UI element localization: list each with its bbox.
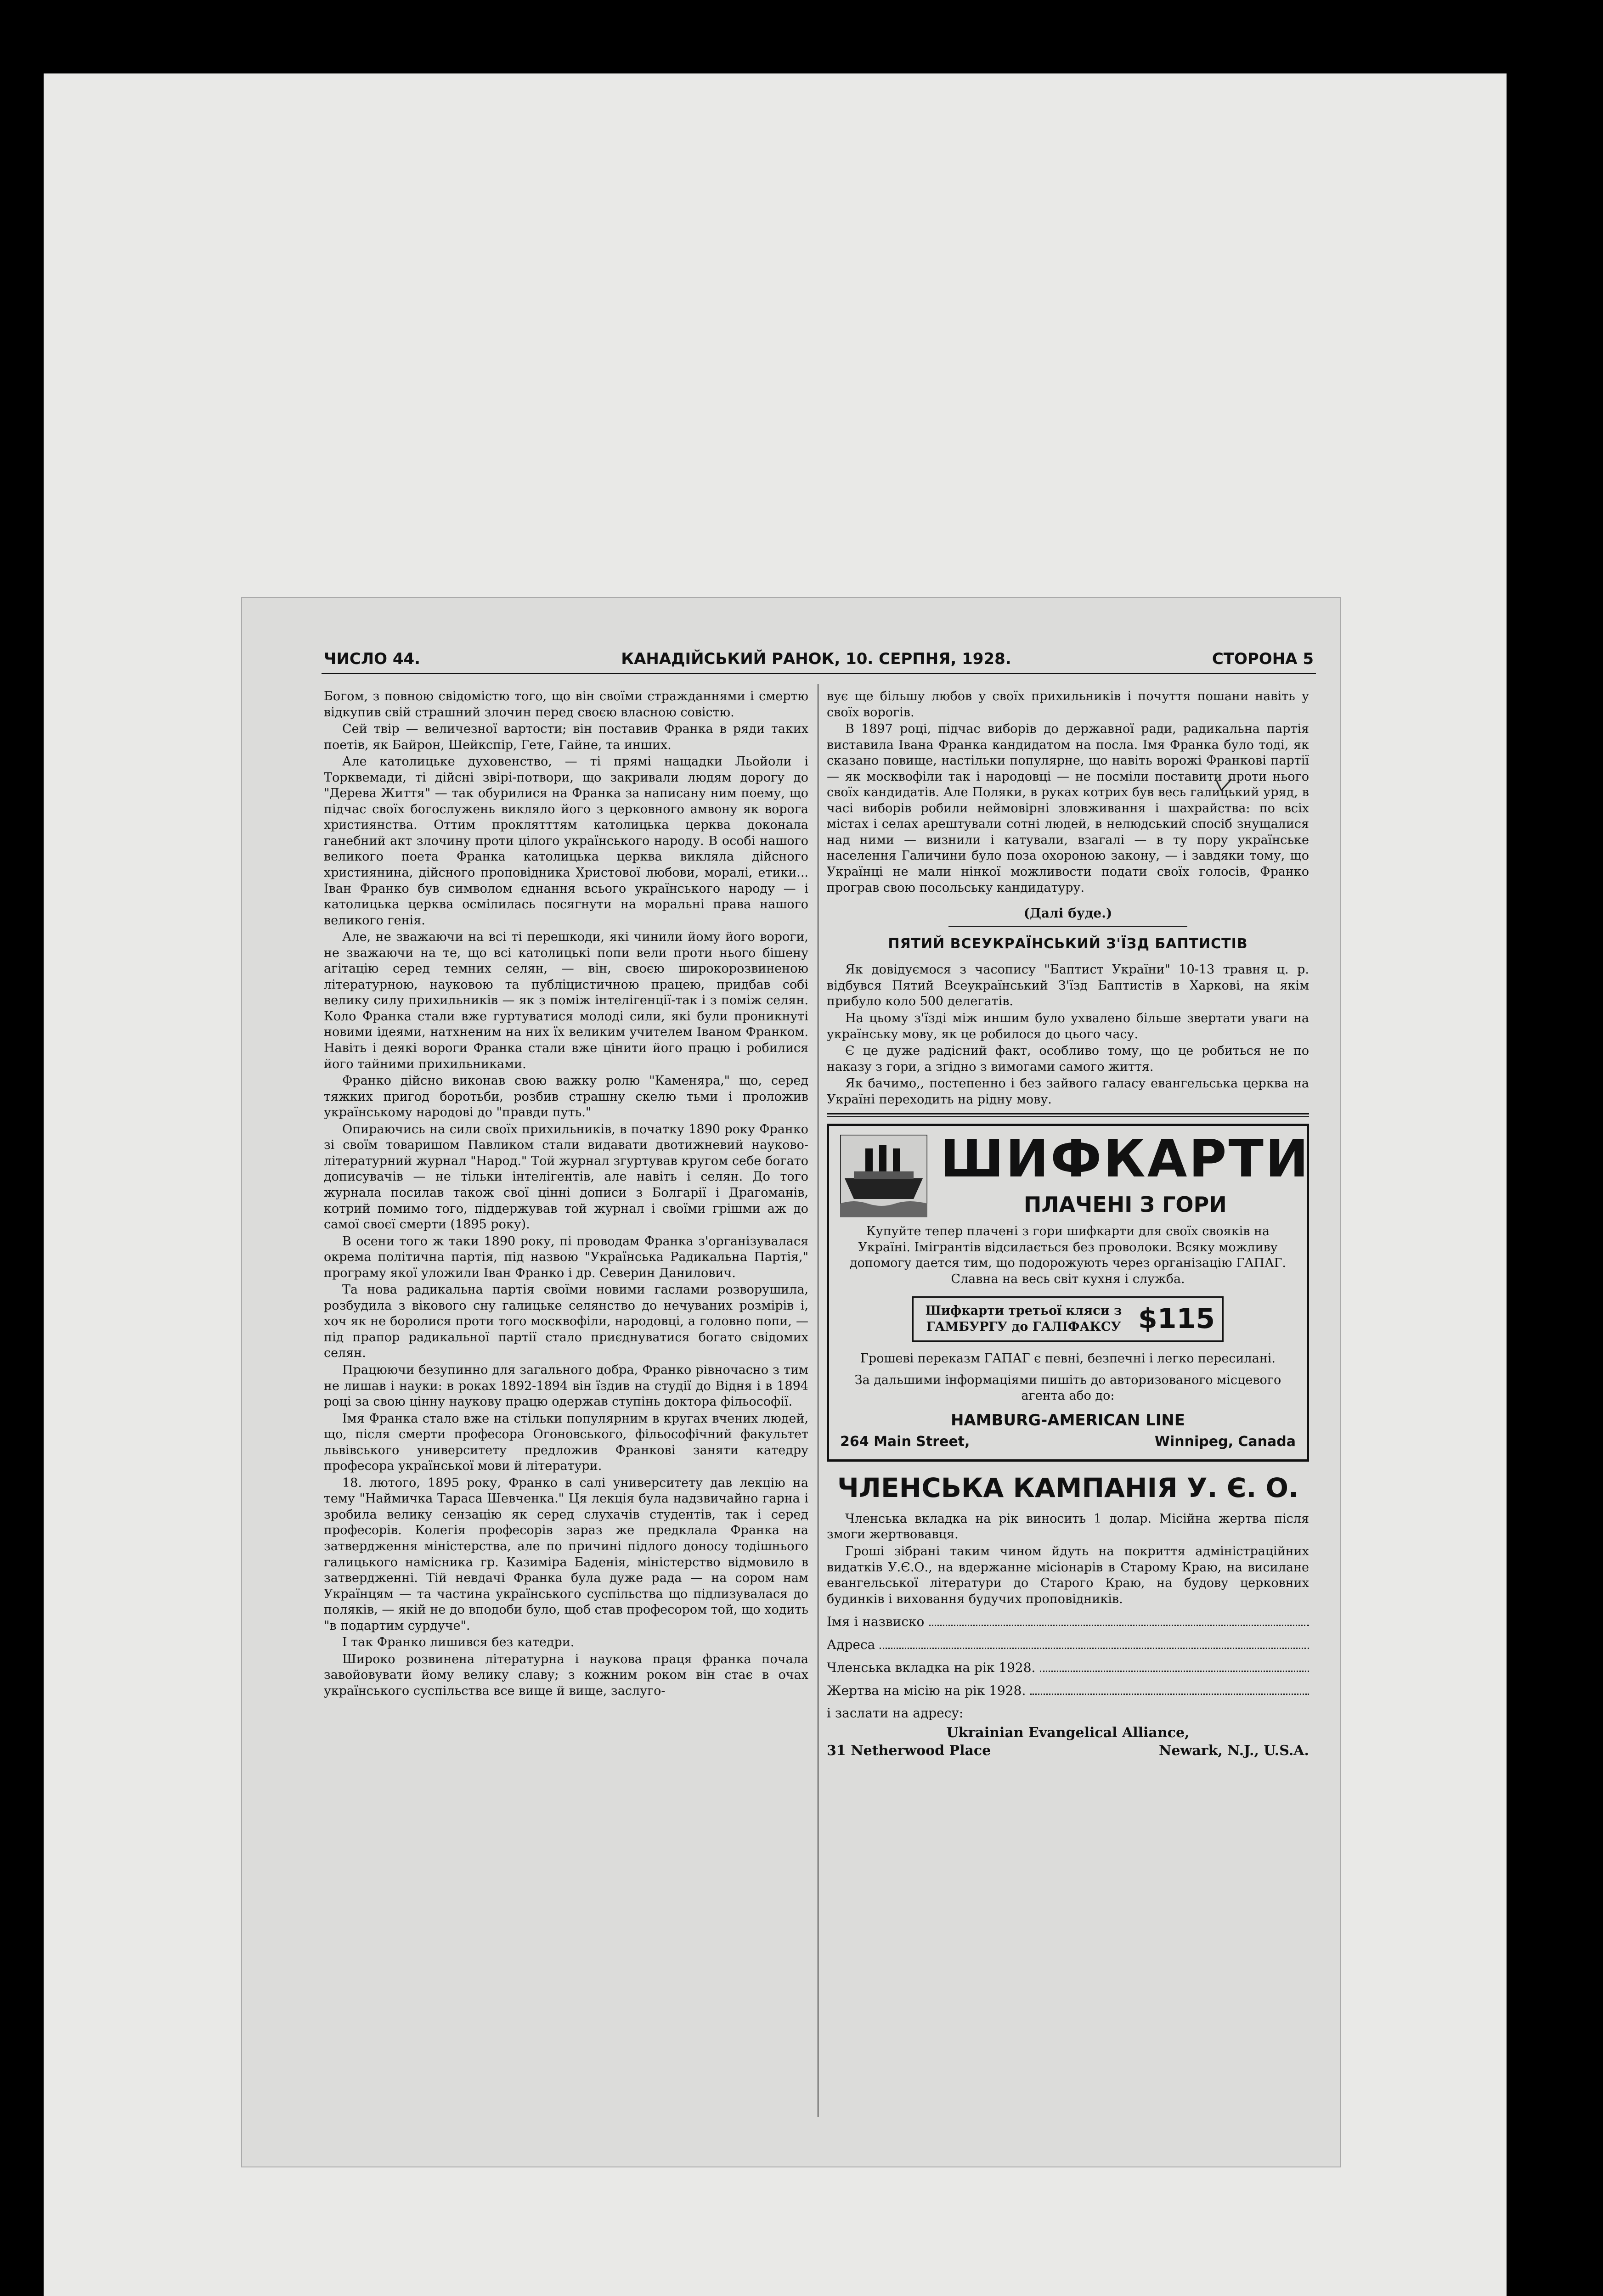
section-rule bbox=[827, 1113, 1309, 1117]
paragraph: Як бачимо,, постепенно і без зайвого галасу евангельська церква на Україні переходить на рідну мову. bbox=[827, 1076, 1309, 1107]
organization-city: Newark, N.J., U.S.A. bbox=[1158, 1742, 1309, 1759]
paragraph: Як довідуємося з часопису "Баптист України" 10-13 травня ц. р. відбувся Пятий Всеукраїнський З'їзд Баптистів в Харкові, на якім прибуло коло 500 делегатів. bbox=[827, 962, 1309, 1009]
ad-transfers: Грошеві переказм ГАПАГ є певні, безпечні і легко пересилані. bbox=[860, 1351, 1276, 1366]
paragraph: Широко розвинена літературна і наукова праця франка почала завойовувати йому велику славу; з кожним роком він стає в очах українського суспільства все вище й вище, заслуго- bbox=[324, 1652, 808, 1698]
fare-price: $115 bbox=[1138, 1303, 1215, 1335]
paragraph: Опираючись на сили своїх прихильників, в початку 1890 року Франко зі своїм товаришом Павликом стали видавати двотижневий науково-літературний журнал "Народ." Той журнал згуртував кругом себе богато дописувачів — не тільки інтелігентів, але навіть і селян. До того журнала посилав також свої цінні дописи з Болгарії і Драгоманів, котрий помимо того, піддержував той журнал і своїми грішми аж до самої своєї смерти (1895 року). bbox=[324, 1122, 808, 1232]
ad-header bbox=[840, 1129, 1310, 1218]
ad-address bbox=[840, 1433, 1296, 1451]
form-blank bbox=[1040, 1660, 1309, 1672]
paragraph: Але католицьке духовенство, — ті прямі нащадки Льойоли і Торквемади, ті дійсні звірі-потвори, що закривали людям дорогу до "Дерева Життя" — так обурилися на Франка за написану ним поему, що підчас своїх богослужень викляло його з церковного амвону як ворога християнства. Оттим проклятттям католицька церква доконала ганебний акт злочину проти цілого українського народу. В особі нашого великого поета Франка католицька церква викляла дійсного християнина, дійсного проповідника Христової любови, моралі, етики... Іван Франко був символом єднання всього українського народу — і католицька церква осмілилась посягнути на моральні права нашого великого генія. bbox=[324, 754, 808, 928]
paragraph: На цьому з'їзді між иншим було ухвалено більше звертати уваги на українську мову, як це робилося до цього часу. bbox=[827, 1011, 1309, 1041]
header-rule bbox=[322, 673, 1316, 674]
ad-headings bbox=[940, 1129, 1310, 1218]
paragraph: Богом, з повною свідомістю того, що він своїми стражданнями і смертю відкупив свій страшний злочин перед своєю власною совістю. bbox=[324, 689, 808, 720]
ad-title: ШИФКАРТИ bbox=[940, 1129, 1310, 1189]
organization-address bbox=[827, 1742, 1309, 1760]
to-be-continued: (Далі буде.) bbox=[1023, 906, 1112, 921]
ad-subtitle: ПЛАЧЕНІ З ГОРИ bbox=[1023, 1192, 1227, 1217]
steamship-icon bbox=[840, 1135, 927, 1217]
form-field-dues bbox=[827, 1660, 1309, 1676]
paragraph: В 1897 році, підчас виборів до державної ради, радикальна партія виставила Івана Франка кандидатом на посла. Імя Франка було тоді, як сказано повище, настільки популярне, що навіть ворожі Франкові партії — як москвофіли так і народовці — не посміли поставити проти нього своїх кандидатів. Але Поляки, в руках котрих був весь галицький уряд, в часі виборів робили неймовірні зловживання і шахрайства: по всіх містах і селах арештували сотні людей, в нелюдський спосіб знущалися над ними — визнили і катували, взагалі — в ту пору українське населення Галичини було поза охороною закону, — і завдяки тому, що Українці не мали нінкої можливости подати своїх голосів, Франко програв свою посольську кандидатуру. bbox=[827, 722, 1309, 895]
ad-address-street: 264 Main Street, bbox=[840, 1434, 970, 1450]
send-to-label: і заслати на адресу: bbox=[827, 1705, 964, 1721]
form-label: Жертва на місію на рік 1928. bbox=[827, 1683, 1026, 1698]
form-label: Адреса bbox=[827, 1637, 875, 1652]
organization-name: Ukrainian Evangelical Alliance, bbox=[946, 1725, 1190, 1741]
form-blank bbox=[880, 1637, 1309, 1649]
paragraph: 18. лютого, 1895 року, Франко в салі университету дав лекцію на тему "Наймичка Тараса Шевченка." Ця лекція була надзвичайно гарна і зробила велику сензацію як серед слухачів студентів, так і серед професорів. Колегія професорів зараз же предклала Франка на затвердження міністерства, але по причині підлого доносу тодішнього галицького намісника гр. Казиміра Баденія, міністерство відмовило в затвердженні. Тій невдачі Франка була дуже рада — на сором нам Українцям — та частина українського суспільства що підлизувалася до поляків, — якій не до вподоби було, щоб став професором той, що ходить "в подартим сурдуче". bbox=[324, 1475, 808, 1633]
paragraph: Є це дуже радісний факт, особливо тому, що це робиться не по наказу з гори, а згідно з вимогами самого життя. bbox=[827, 1044, 1309, 1074]
shipping-advertisement bbox=[827, 1124, 1309, 1461]
paragraph: Працюючи безупинно для загального добра, Франко рівночасно з тим не лишав і науки: в роках 1892-1894 він їздив на студії до Відня і в 1894 році за свою цінну наукову працю одержав ступінь доктора фільософії. bbox=[324, 1362, 808, 1409]
paragraph: Та нова радикальна партія своїми новими гаслами розворушила, розбудила з вікового сну галицьке селянство до нечуваних розмірів і, хоч як не боролися проти того москвофіли, народовці, а головно попи, — під прапор радикальної партії стало приєднуватися богато свідомих селян. bbox=[324, 1283, 808, 1361]
newspaper-title-date: КАНАДІЙСЬКИЙ РАНОК, 10. СЕРПНЯ, 1928. bbox=[621, 650, 1011, 668]
organization-street: 31 Netherwood Place bbox=[827, 1742, 991, 1759]
paragraph: Франко дійсно виконав свою важку ролю "Каменяра," що, серед тяжких пригод боротьби, розбив страшну скелю тьми і проложив українському народові до "правди путь." bbox=[324, 1074, 808, 1120]
left-column bbox=[324, 689, 808, 1700]
right-column bbox=[827, 689, 1309, 1760]
fare-box bbox=[912, 1296, 1224, 1342]
paragraph: І так Франко лишився без катедри. bbox=[342, 1635, 575, 1650]
paragraph: Гроші зібрані таким чином йдуть на покриття адміністраційних видатків У.Є.О., на вдержанне місіонарів в Старому Краю, на висилане евангельської літератури до Старого Краю, на будову церковних будинків і виховання будучих проповідників. bbox=[827, 1544, 1309, 1606]
paragraph: Сей твір — величезної вартости; він поставив Франка в ряди таких поетів, як Байрон, Шейкспір, Гете, Гайне, та инших. bbox=[324, 722, 808, 752]
issue-number: ЧИСЛО 44. bbox=[324, 650, 421, 668]
paragraph: Але, не зважаючи на всі ті перешкоди, які чинили йому його вороги, не зважаючи на те, що всі католицькі попи вели проти нього бішену агітацію серед темних селян, — він, своєю широкорозвиненою літературною, науковою та публіцистичною працею, придбав собі велику силу прихильників — як з поміж інтелігенції-так і з поміж селян. Коло Франка стали вже гуртуватися молоді сили, які були проникнуті новими ідеями, натхненим на них їх великим учителем Іваном Франком. Навіть і деякі вороги Франка стали вже цінити його працю і робилися його тайними прихильниками. bbox=[324, 930, 808, 1071]
paragraph: вує ще більшу любов у своїх прихильників і почуття пошани навіть у своїх ворогів. bbox=[827, 689, 1309, 720]
article-title: ПЯТИЙ ВСЕУКРАЇНСЬКИЙ З'ЇЗД БАПТИСТІВ bbox=[888, 935, 1248, 952]
form-blank bbox=[929, 1614, 1309, 1626]
form-field-donation bbox=[827, 1683, 1309, 1699]
newspaper-page bbox=[241, 597, 1341, 2167]
ad-body: Купуйте тепер плачені з гори шифкарти для своїх свояків на Україні. Імігрантів відсилається без проволоки. Всяку можливу допомогу дается тим, що подорожують через організацію ГАПАГ. Славна на весь світ кухня і служба. bbox=[849, 1224, 1287, 1286]
paragraph: Імя Франка стало вже на стільки популярним в кругах вчених людей, що, після смерти професора Огоновського, фільософічний факультет львівського университету предложив Франкові заняти катедру професора української мови й літератури. bbox=[324, 1411, 808, 1474]
paragraph: В осени того ж таки 1890 року, пі проводам Франка з'організувалася окрема політична партія, під назвою "Українська Радикальна Партія," програму якої уложили Іван Франко і др. Северин Данилович. bbox=[324, 1234, 808, 1280]
running-header bbox=[324, 650, 1314, 668]
form-label: Членська вкладка на рік 1928. bbox=[827, 1660, 1036, 1675]
paragraph: Членська вкладка на рік виносить 1 долар. Місійна жертва після змоги жертвовавця. bbox=[827, 1511, 1309, 1542]
separator bbox=[948, 926, 1187, 927]
ad-info: За дальшими інформаціями пишіть до авторизованого місцевого агента або до: bbox=[854, 1373, 1281, 1403]
form-label: Імя і назвиско bbox=[827, 1614, 925, 1630]
ad-address-city: Winnipeg, Canada bbox=[1154, 1434, 1296, 1450]
form-blank bbox=[1030, 1683, 1309, 1695]
form-field-name bbox=[827, 1614, 1309, 1630]
form-field-address bbox=[827, 1637, 1309, 1653]
page-number: СТОРОНА 5 bbox=[1212, 650, 1314, 668]
ad-company: HAMBURG-AMERICAN LINE bbox=[950, 1411, 1185, 1429]
campaign-title: ЧЛЕНСЬКА КАМПАНІЯ У. Є. О. bbox=[837, 1472, 1298, 1503]
fare-route: Шифкарти третьої кляси з ГАМБУРГУ до ГАЛІФАКСУ bbox=[925, 1304, 1122, 1334]
